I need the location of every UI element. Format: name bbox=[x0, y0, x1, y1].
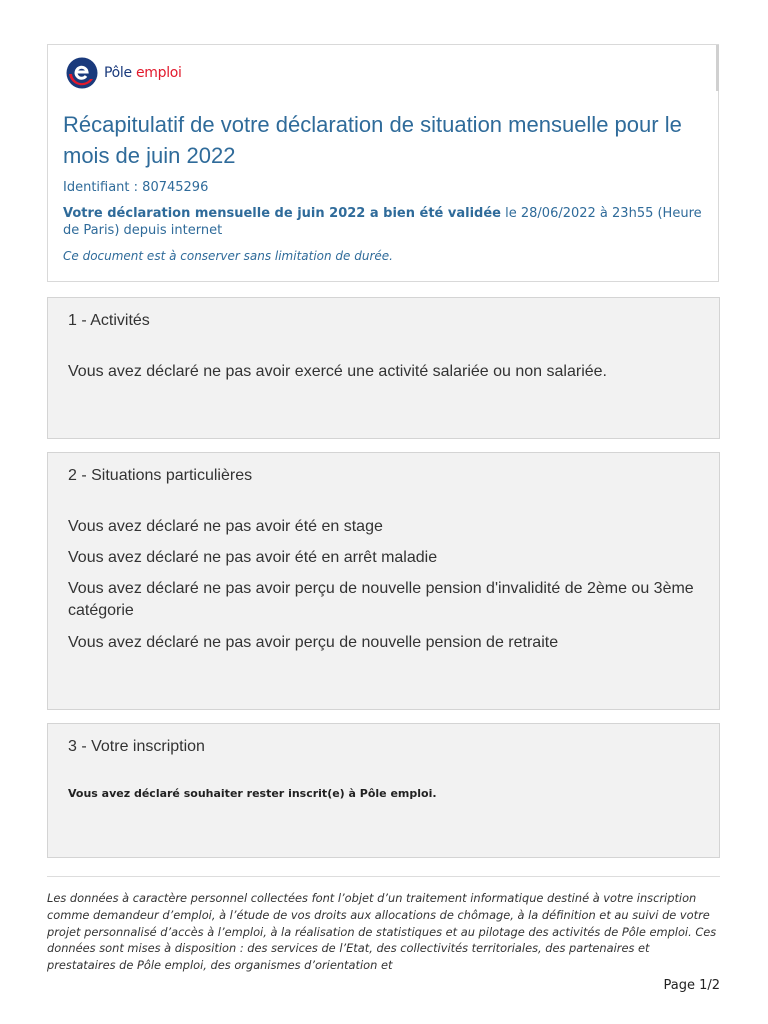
privacy-notice: Les données à caractère personnel collectées font l’objet d’un traitement informatique destiné à votre inscription comme demandeur d’emploi, à l’étude de vos droits aux allocations de chômage, à la définition et au suivi de votre projet personnalisé d’accès à l’emploi, à la réalisation de statistiques et au pilotage des activités de Pôle emploi. Ces données sont mises à disposition : des services de l’Etat, des collectivités territoriales, des partenaires et prestataires de Pôle emploi, des organismes d’orientation et bbox=[47, 891, 717, 973]
validation-notice bbox=[63, 205, 703, 239]
validation-bold: Votre déclaration mensuelle de juin 2022 a bien été validée bbox=[63, 206, 501, 221]
section-title: 3 - Votre inscription bbox=[68, 738, 205, 755]
logo-wordmark bbox=[104, 65, 182, 81]
section-title: 2 - Situations particulières bbox=[68, 467, 253, 484]
header-edge-divider bbox=[716, 45, 719, 91]
pole-emploi-logo-icon bbox=[66, 57, 98, 89]
footer-divider bbox=[47, 876, 720, 877]
declaration-header bbox=[47, 44, 719, 282]
validation-date: le 28/06/2022 à 23h55 (Heure de Paris) depuis internet bbox=[63, 206, 702, 238]
section-line: Vous avez déclaré ne pas avoir été en arrêt maladie bbox=[68, 549, 438, 566]
section-line: Vous avez déclaré souhaiter rester inscrit(e) à Pôle emploi. bbox=[68, 787, 437, 800]
section-title: 1 - Activités bbox=[68, 312, 150, 329]
section-line: Vous avez déclaré ne pas avoir été en stage bbox=[68, 518, 383, 535]
section-line: Vous avez déclaré ne pas avoir perçu de nouvelle pension de retraite bbox=[68, 634, 559, 651]
pole-emploi-logo bbox=[66, 57, 182, 89]
conservation-note: Ce document est à conserver sans limitation de durée. bbox=[63, 249, 393, 263]
identifiant: Identifiant : 80745296 bbox=[63, 180, 209, 195]
section-line: Vous avez déclaré ne pas avoir perçu de nouvelle pension d'invalidité de 2ème ou 3ème catégorie bbox=[68, 580, 694, 619]
page-number: Page 1/2 bbox=[663, 978, 720, 993]
section-line: Vous avez déclaré ne pas avoir exercé une activité salariée ou non salariée. bbox=[68, 363, 607, 380]
logo-text-pole: Pôle bbox=[104, 65, 132, 81]
section-situations-particulieres bbox=[47, 452, 720, 710]
page-title: Récapitulatif de votre déclaration de situation mensuelle pour le mois de juin 2022 bbox=[63, 112, 682, 168]
logo-text-emploi: emploi bbox=[135, 65, 182, 81]
section-votre-inscription bbox=[47, 723, 720, 858]
section-activites bbox=[47, 297, 720, 439]
